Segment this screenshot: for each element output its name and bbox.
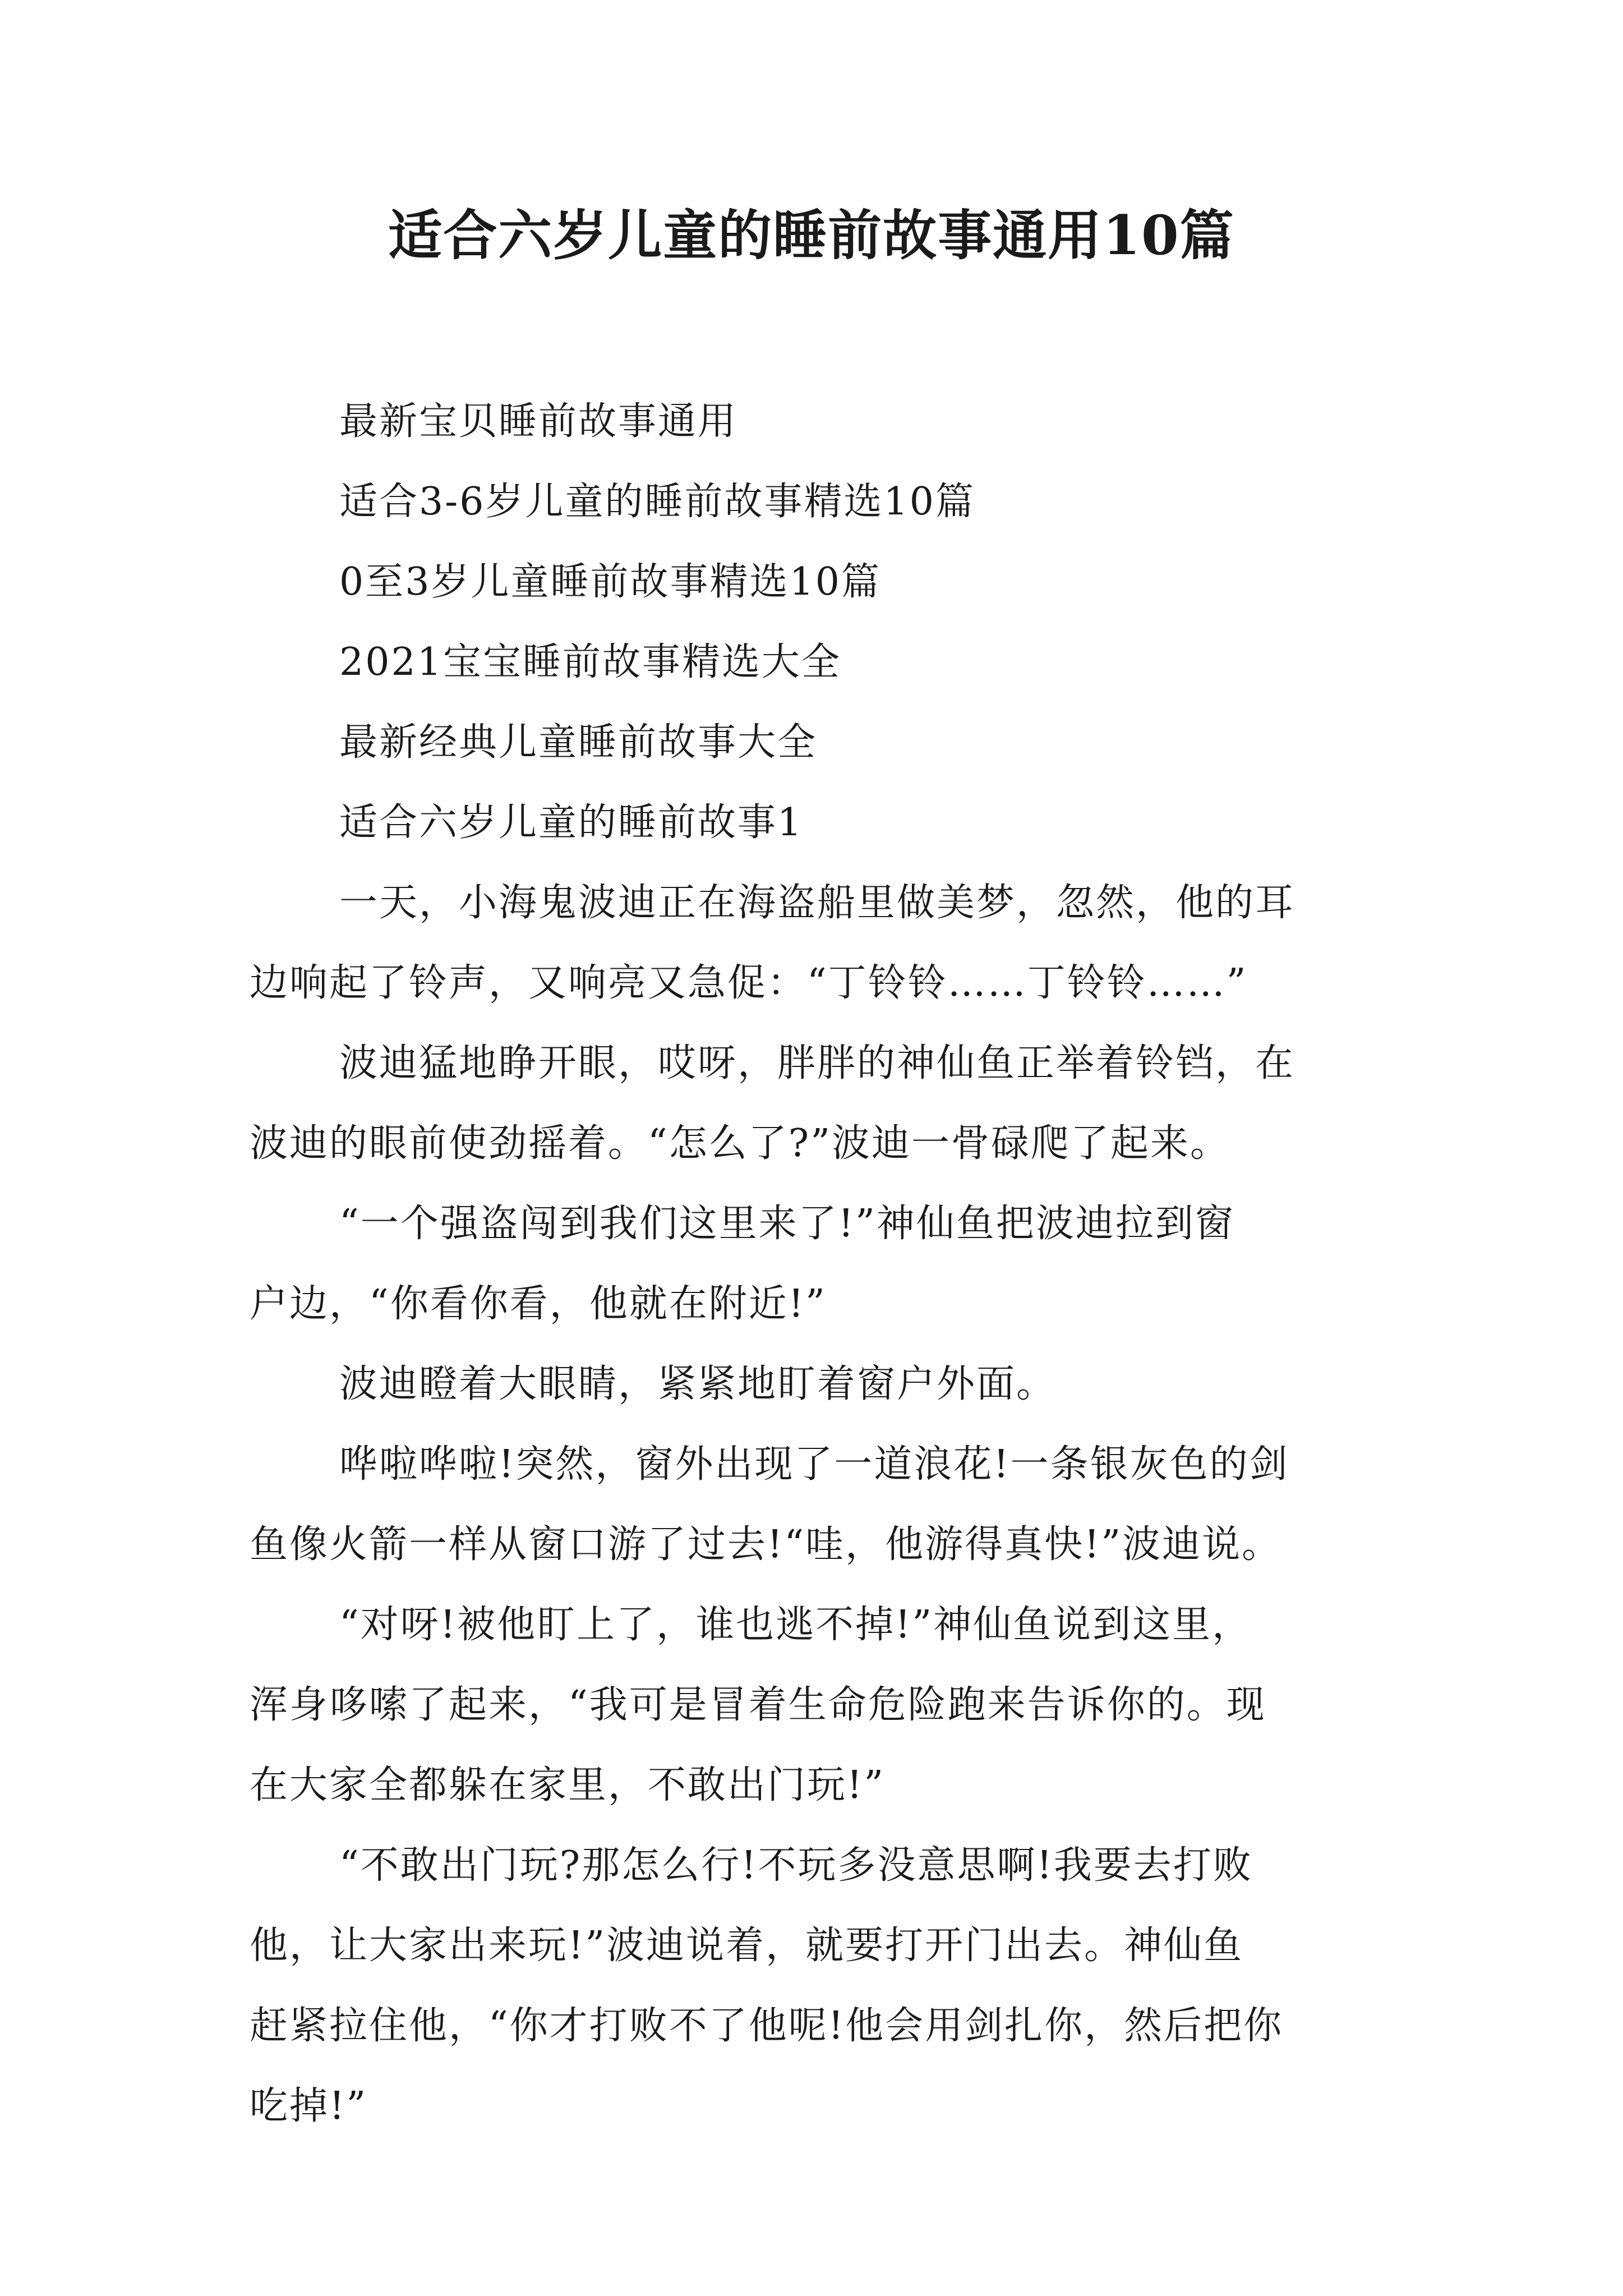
paragraph-line: “不敢出门玩?那怎么行!不玩多没意思啊!我要去打败 — [339, 1843, 1253, 1888]
paragraph-line: 户边，“你看你看，他就在附近!” — [250, 1282, 827, 1326]
paragraph-line: 适合3-6岁儿童的睡前故事精选10篇 — [339, 480, 976, 524]
document-body — [250, 381, 1377, 2146]
paragraph-line: 鱼像火箭一样从窗口游了过去!“哇，他游得真快!”波迪说。 — [250, 1522, 1282, 1567]
paragraph-line: 波迪的眼前使劲摇着。“怎么了?”波迪一骨碌爬了起来。 — [250, 1121, 1230, 1166]
paragraph-line: “一个强盗闯到我们这里来了!”神仙鱼把波迪拉到窗 — [339, 1202, 1235, 1246]
paragraph-line: 赶紧拉住他，“你才打败不了他呢!他会用剑扎你，然后把你 — [250, 2004, 1284, 2048]
paragraph-line: 一天，小海鬼波迪正在海盗船里做美梦，忽然，他的耳 — [339, 881, 1295, 925]
paragraph-line: 最新经典儿童睡前故事大全 — [339, 720, 818, 765]
paragraph-line: 吃掉!” — [250, 2084, 368, 2128]
paragraph-line: 0至3岁儿童睡前故事精选10篇 — [339, 560, 882, 604]
paragraph-line: 他，让大家出来玩!”波迪说着，就要打开门出去。神仙鱼 — [250, 1924, 1244, 1968]
paragraph-line: 在大家全都躲在家里，不敢出门玩!” — [250, 1763, 886, 1807]
paragraph-line: “对呀!被他盯上了，谁也逃不掉!”神仙鱼说到这里， — [339, 1603, 1252, 1647]
paragraph-line: 波迪猛地睁开眼，哎呀，胖胖的神仙鱼正举着铃铛，在 — [339, 1041, 1295, 1085]
paragraph-line: 边响起了铃声，又响亮又急促：“丁铃铃……丁铃铃……” — [250, 961, 1248, 1005]
paragraph-line: 哗啦哗啦!突然，窗外出现了一道浪花!一条银灰色的剑 — [339, 1442, 1289, 1487]
document-title: 适合六岁儿童的睡前故事通用10篇 — [388, 204, 1235, 267]
paragraph-line: 最新宝贝睡前故事通用 — [339, 399, 738, 444]
paragraph-line: 波迪瞪着大眼睛，紧紧地盯着窗户外面。 — [339, 1362, 1057, 1406]
paragraph-line: 适合六岁儿童的睡前故事1 — [339, 800, 804, 845]
paragraph-line: 2021宝宝睡前故事精选大全 — [339, 640, 842, 684]
paragraph-line: 浑身哆嗦了起来，“我可是冒着生命危险跑来告诉你的。现 — [250, 1683, 1266, 1727]
